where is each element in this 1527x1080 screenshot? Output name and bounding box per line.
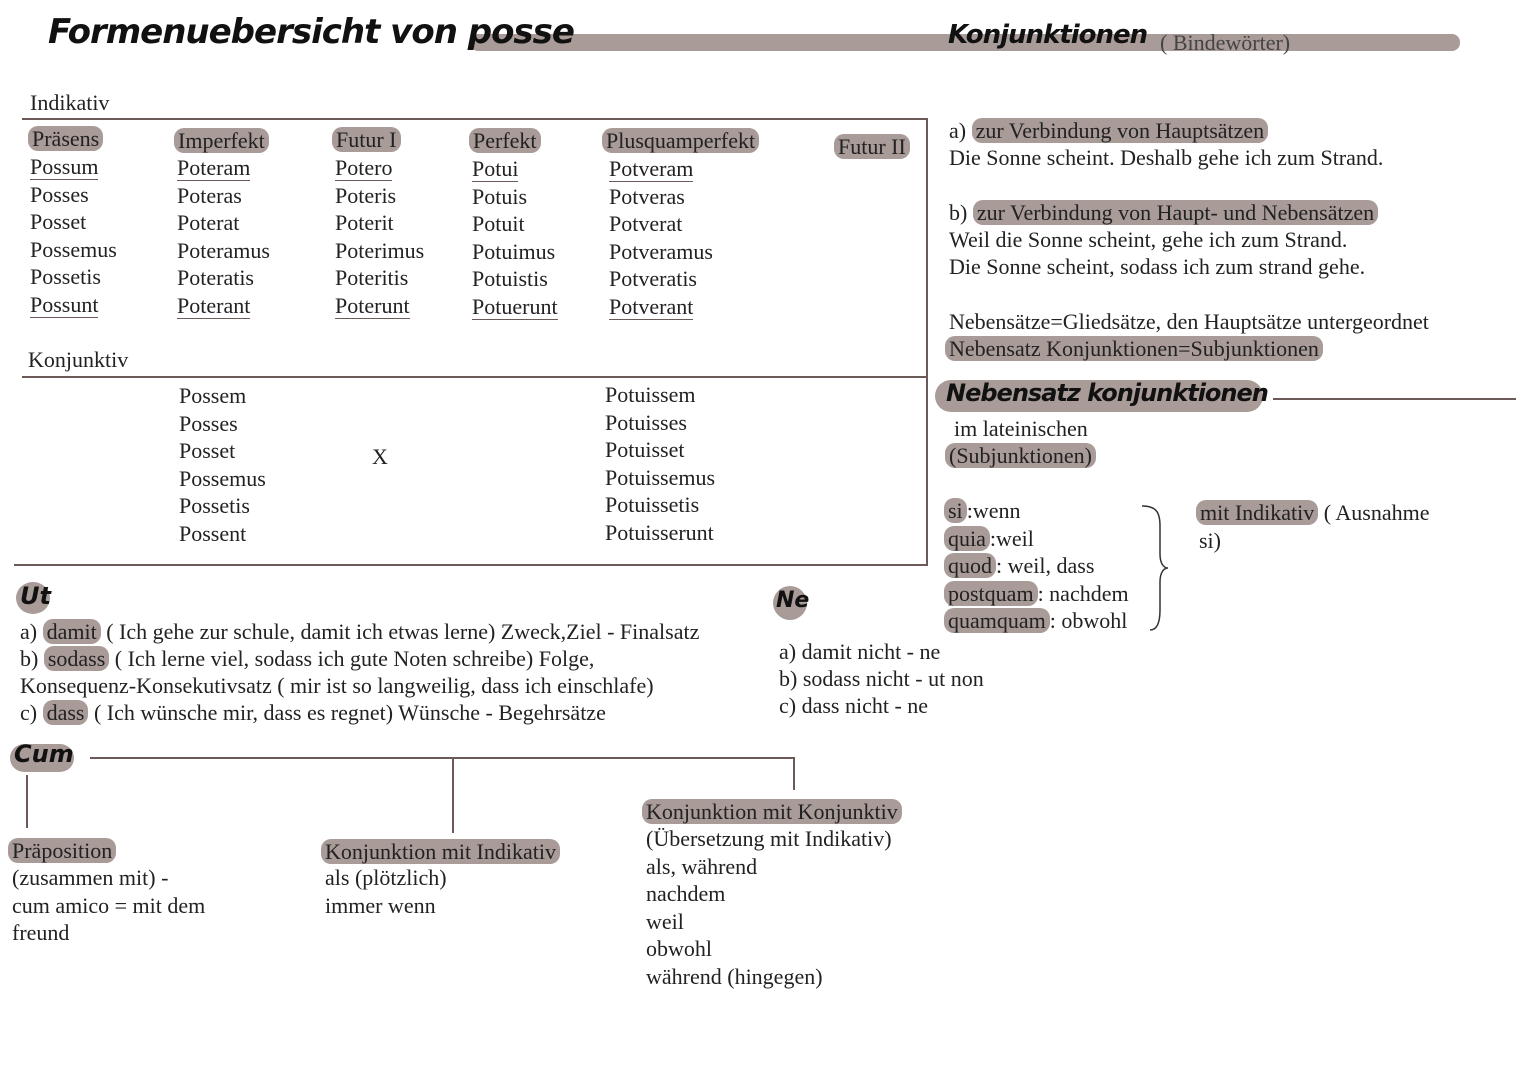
- cum-title: Cum: [14, 740, 74, 768]
- col-futur1: Potero Poteris Poterit Poterimus Poteritis Poterunt: [335, 155, 425, 318]
- col-imperfekt: Poteram Poteras Poterat Poteramus Poteratis Poterant: [177, 155, 270, 318]
- ne-line-a: a) damit nicht - ne: [779, 639, 941, 664]
- cum-branch-left: [26, 775, 28, 828]
- konj-b: b) zur Verbindung von Haupt- und Nebensätzen: [949, 199, 1378, 226]
- nebensatz-sub2: (Subjunktionen): [945, 442, 1096, 469]
- tense-perfekt: Perfekt: [469, 127, 541, 154]
- cum-indikativ-title: Konjunktion mit Indikativ: [321, 838, 560, 865]
- cum-branch-middle: [452, 757, 454, 833]
- mit-indikativ: mit Indikativ ( Ausnahme: [1196, 499, 1429, 526]
- tense-praesens: Präsens: [28, 125, 103, 152]
- ut-title: Ut: [20, 582, 51, 610]
- cum-indikativ-lines: als (plötzlich) immer wenn: [325, 865, 447, 918]
- tense-plusquamperfekt: Plusquamperfekt: [602, 127, 759, 154]
- table-bottom-line: [14, 564, 928, 566]
- col-praesens: Possum Posses Posset Possemus Possetis Possunt: [30, 154, 117, 317]
- nebensatz-rule: [1273, 398, 1516, 400]
- ne-line-c: c) dass nicht - ne: [779, 693, 929, 718]
- cum-branch-horizontal: [90, 757, 794, 759]
- table-middle-line: [22, 376, 928, 378]
- cum-konjunktiv-lines: (Übersetzung mit Indikativ) als, während nachdem weil obwohl während (hingegen): [646, 826, 892, 989]
- col-plusquamperfekt: Potveram Potveras Potverat Potveramus Potveratis Potverant: [609, 156, 713, 319]
- konj-b-example1: Weil die Sonne scheint, gehe ich zum Strand.: [949, 227, 1348, 252]
- curly-brace-icon: [1140, 502, 1170, 634]
- tense-futur1: Futur I: [332, 126, 401, 153]
- list-item: postquam : nachdem: [944, 580, 1129, 608]
- nebensatz-title: Nebensatz konjunktionen: [946, 379, 1268, 407]
- konj-b-example2: Die Sonne scheint, sodass ich zum strand gehe.: [949, 254, 1366, 279]
- list-item: si :wenn: [944, 497, 1129, 525]
- konjunktionen-title: Konjunktionen: [948, 20, 1148, 50]
- ut-b-cont: Konsequenz-Konsekutivsatz ( mir ist so langweilig, dass ich einschlafe): [20, 673, 654, 698]
- list-item: quia :weil: [944, 525, 1129, 553]
- konj-a: a) zur Verbindung von Hauptsätzen: [949, 117, 1268, 144]
- konj-plusquamperfekt: Potuissem Potuisses Potuisset Potuissemus Potuissetis Potuisserunt: [605, 382, 716, 545]
- ut-c: c) dass ( Ich wünsche mir, dass es regnet) Wünsche - Begehrsätze: [20, 700, 606, 725]
- table-top-line: [22, 118, 928, 120]
- konj-note2: Nebensatz Konjunktionen=Subjunktionen: [945, 335, 1323, 362]
- tense-imperfekt: Imperfekt: [174, 127, 269, 154]
- list-item: quamquam : obwohl: [944, 607, 1129, 635]
- konj-a-example: Die Sonne scheint. Deshalb gehe ich zum Strand.: [949, 145, 1384, 170]
- cum-praeposition-lines: (zusammen mit) - cum amico = mit dem freund: [12, 865, 206, 945]
- subjunktionen-list: [944, 497, 1129, 635]
- konj-futur-x: X: [372, 444, 388, 469]
- konjunktiv-label: Konjunktiv: [28, 347, 129, 372]
- nebensatz-sub1: im lateinischen: [954, 416, 1088, 441]
- ut-b: b) sodass ( Ich lerne viel, sodass ich gute Noten schreibe) Folge,: [20, 646, 595, 671]
- ausnahme-si: si): [1199, 528, 1221, 553]
- ne-title: Ne: [776, 588, 810, 613]
- tense-futur2: Futur II: [834, 133, 910, 160]
- konj-imperfekt: Possem Posses Posset Possemus Possetis Possent: [179, 383, 266, 546]
- konjunktionen-subtitle: ( Bindewörter): [1160, 30, 1291, 55]
- cum-branch-right: [793, 757, 795, 790]
- list-item: quod : weil, dass: [944, 552, 1129, 580]
- cum-praeposition-title: Präposition: [8, 837, 116, 864]
- ne-line-b: b) sodass nicht - ut non: [779, 666, 984, 691]
- indikativ-label: Indikativ: [30, 90, 110, 115]
- page-title: Formenuebersicht von posse: [48, 12, 574, 52]
- table-right-line: [926, 118, 928, 566]
- ut-a: a) damit ( Ich gehe zur schule, damit ich etwas lerne) Zweck,Ziel - Finalsatz: [20, 619, 700, 644]
- cum-konjunktiv-title: Konjunktion mit Konjunktiv: [642, 798, 902, 825]
- konj-note1: Nebensätze=Gliedsätze, den Hauptsätze untergeordnet: [949, 309, 1429, 334]
- col-perfekt: Potui Potuis Potuit Potuimus Potuistis Potuerunt: [472, 156, 558, 319]
